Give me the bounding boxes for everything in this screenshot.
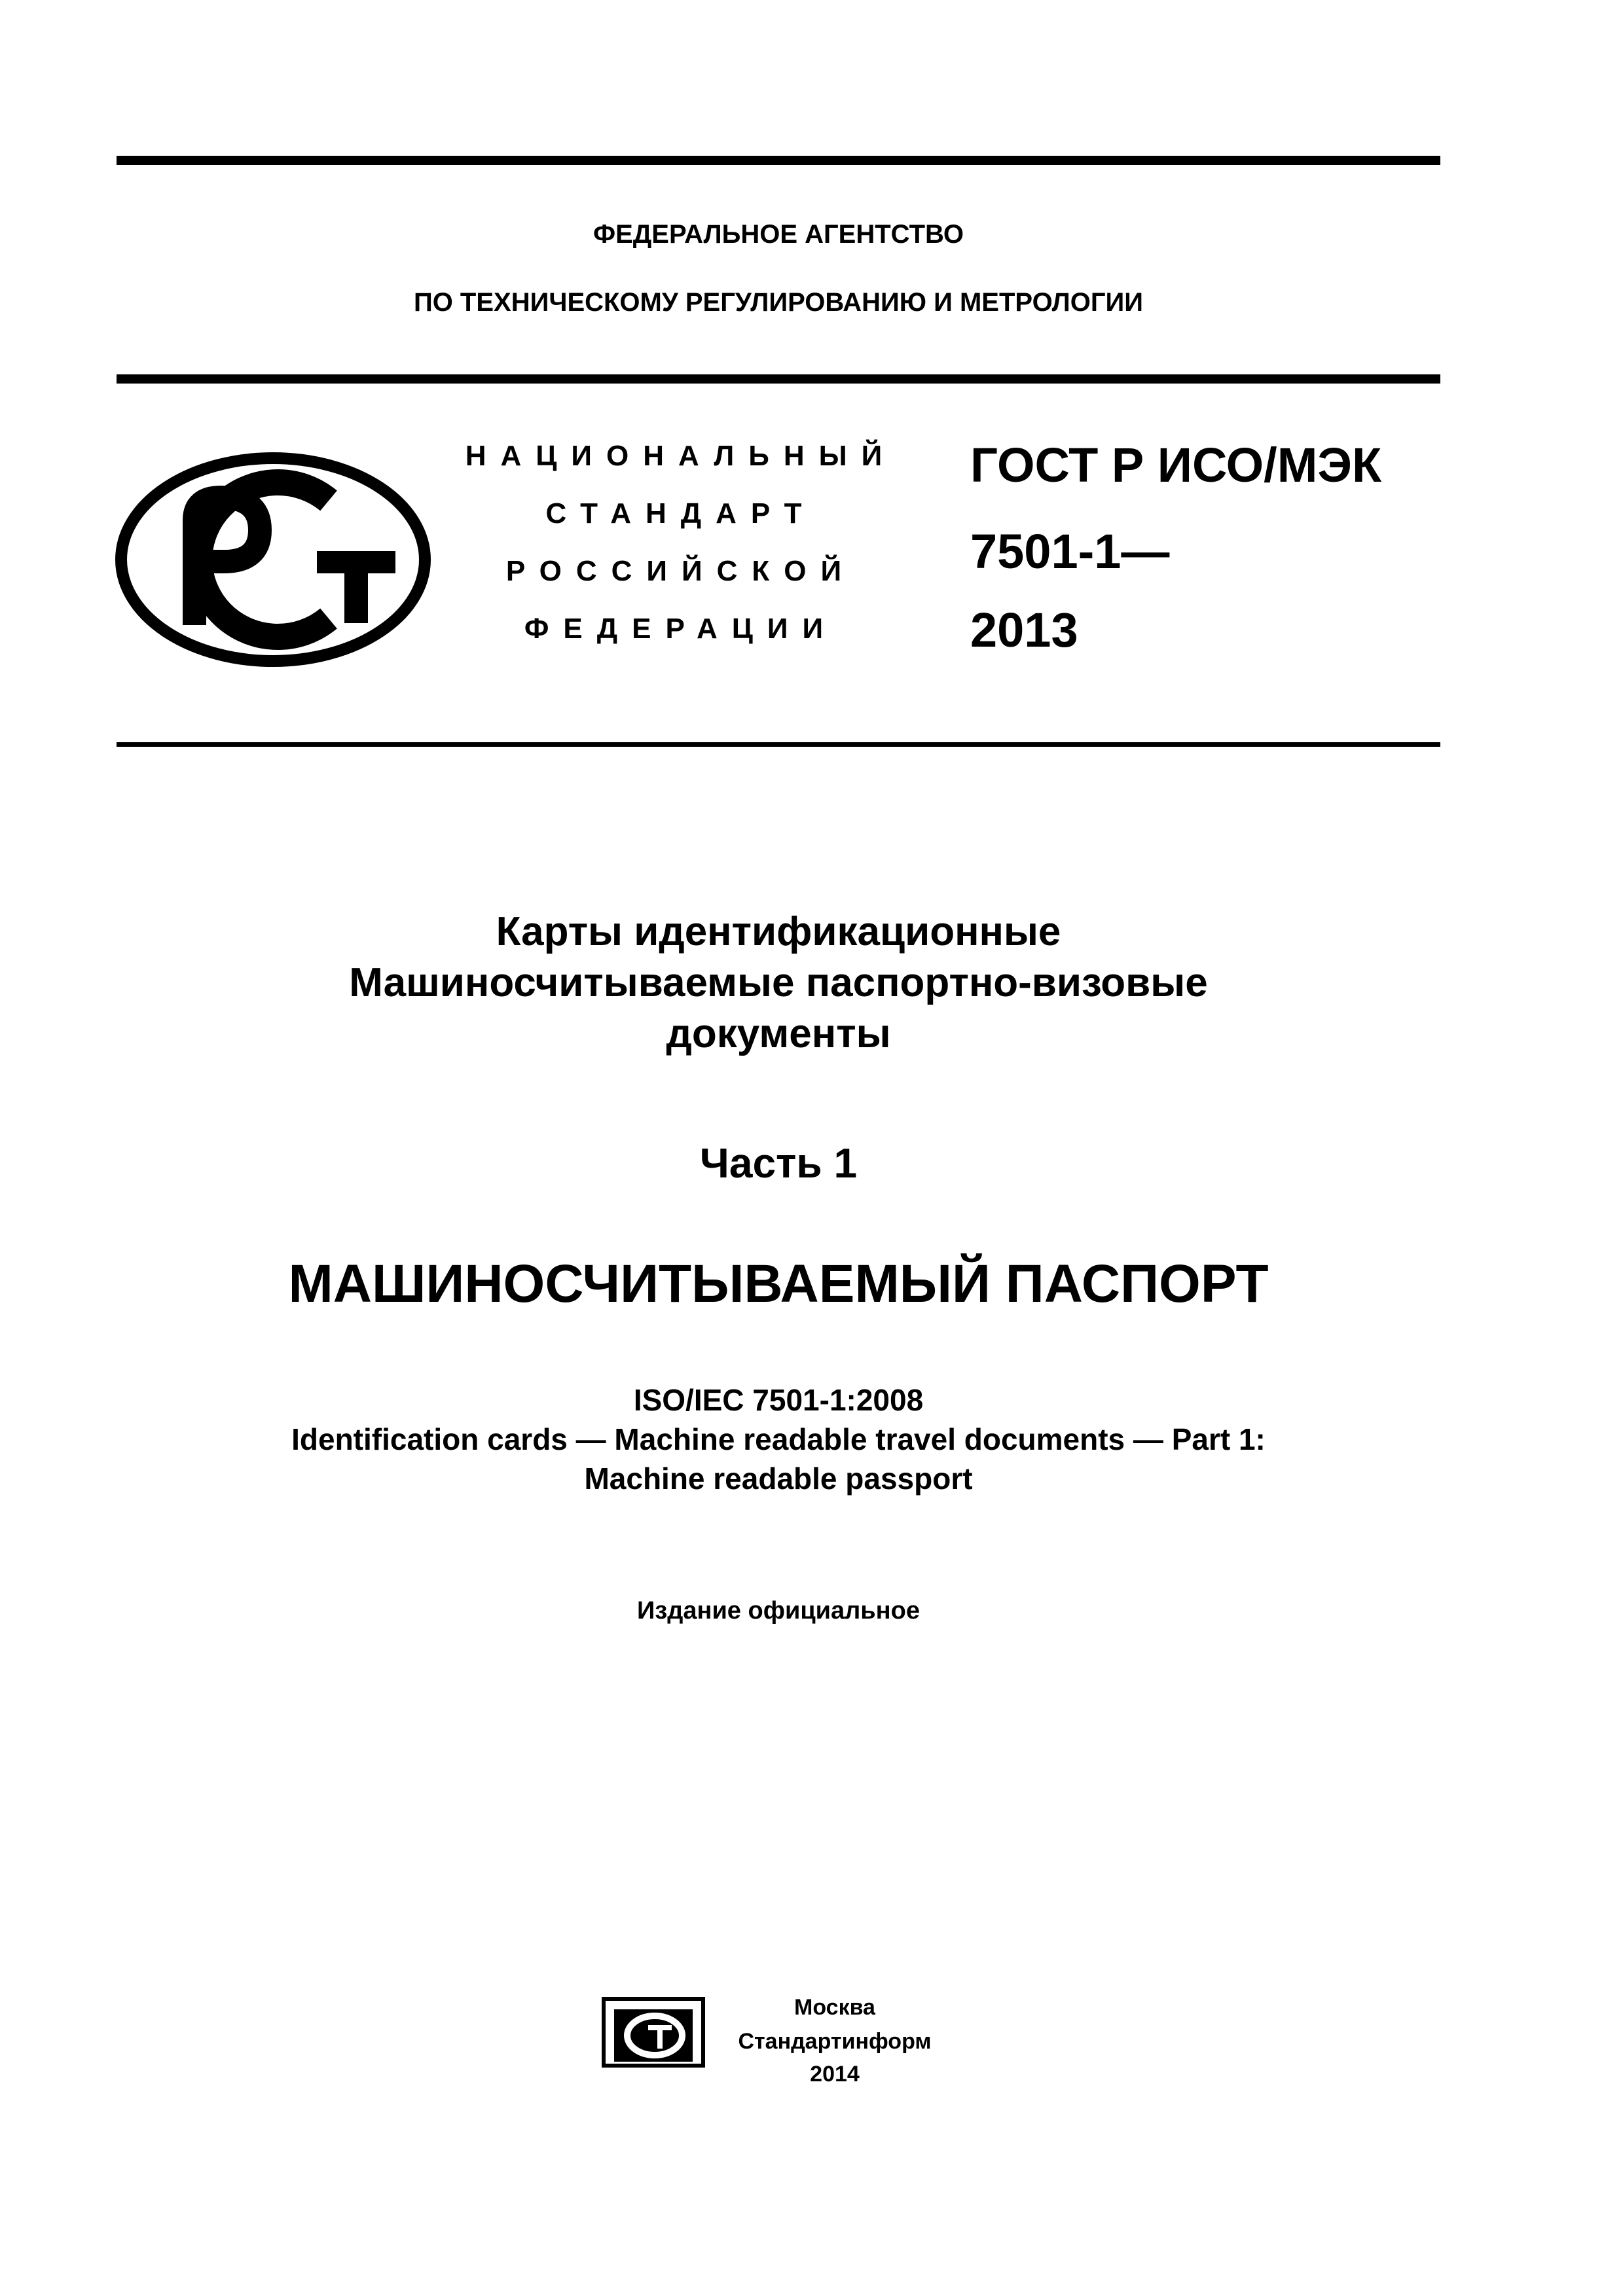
title-line-2: Машиносчитываемые паспортно-визовые: [349, 960, 1208, 1005]
designation-line-2: 7501-1—: [970, 524, 1170, 579]
rst-logo-icon: [113, 452, 433, 668]
publisher-name: Стандартинформ: [738, 2029, 932, 2054]
title-line-1: Карты идентификационные: [496, 909, 1061, 954]
part-label: Часть 1: [699, 1139, 858, 1187]
designation-line-3: 2013: [970, 603, 1078, 657]
title-line-3: документы: [666, 1011, 891, 1056]
agency-line-2: ПО ТЕХНИЧЕСКОМУ РЕГУЛИРОВАНИЮ И МЕТРОЛОГИИ: [413, 288, 1144, 317]
standard-type-line-4: ФЕДЕРАЦИИ: [524, 613, 838, 645]
edition-label: Издание официальное: [637, 1597, 920, 1624]
publisher-city: Москва: [794, 1995, 875, 2020]
top-rule: [117, 156, 1440, 165]
iso-title-line-1: Identification cards — Machine readable travel documents — Part 1:: [291, 1422, 1266, 1456]
iso-title-line-2: Machine readable passport: [584, 1462, 973, 1496]
publisher-year: 2014: [810, 2062, 860, 2087]
designation-line-1: ГОСТ Р ИСО/МЭК: [970, 438, 1382, 492]
standard-type-line-1: НАЦИОНАЛЬНЫЙ: [465, 440, 897, 472]
document-subtitle: МАШИНОСЧИТЫВАЕМЫЙ ПАСПОРТ: [288, 1254, 1269, 1314]
designation-rule: [117, 742, 1440, 747]
iso-code: ISO/IEC 7501-1:2008: [633, 1383, 924, 1417]
standard-type-line-2: СТАНДАРТ: [545, 497, 816, 529]
standard-type-line-3: РОССИЙСКОЙ: [505, 555, 856, 587]
agency-line-1: ФЕДЕРАЛЬНОЕ АГЕНТСТВО: [593, 220, 964, 249]
standartinform-logo-icon: [601, 1996, 706, 2068]
header-rule: [117, 374, 1440, 384]
